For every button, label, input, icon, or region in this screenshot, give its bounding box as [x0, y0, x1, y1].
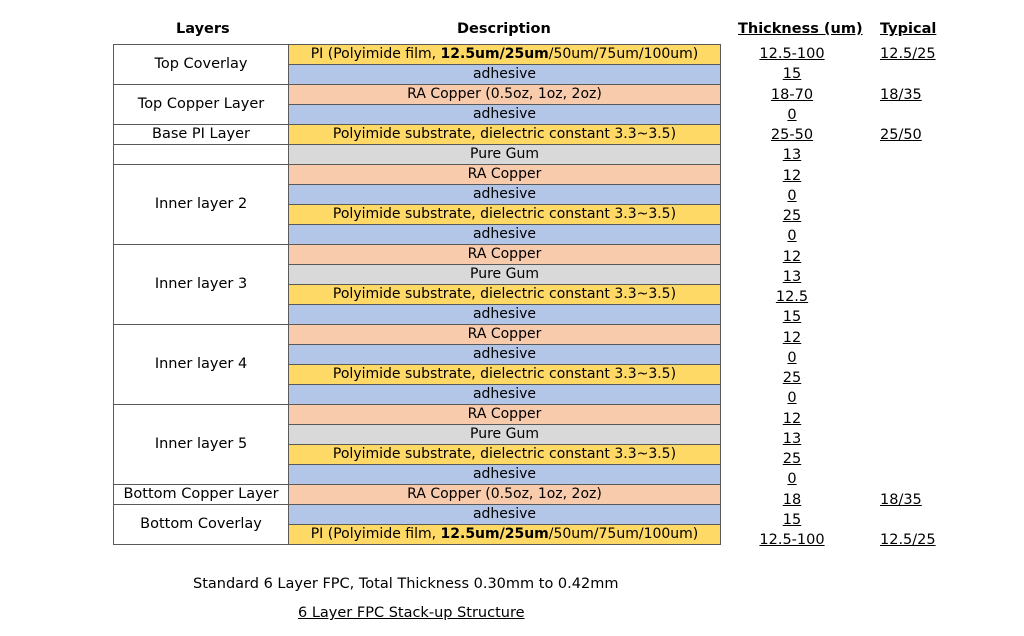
typical-value	[872, 247, 938, 267]
thickness-value: 25	[782, 208, 802, 224]
description-part: /50um/75um/100um)	[548, 526, 699, 542]
typical-value	[872, 206, 938, 226]
layer-description: Polyimide substrate, dielectric constant 3.3~3.5)	[289, 365, 721, 385]
layer-name: Inner layer 4	[114, 325, 289, 405]
typical-value	[872, 449, 938, 469]
header-thickness: Thickness (um)	[738, 21, 863, 37]
description-emphasis: 12.5um/25um	[440, 46, 549, 62]
layer-row	[114, 405, 721, 425]
layer-description: RA Copper (0.5oz, 1oz, 2oz)	[289, 485, 721, 505]
layer-row	[114, 85, 721, 105]
thickness-value: 12	[782, 248, 802, 265]
typical-value	[872, 226, 938, 246]
typical-value	[872, 64, 938, 84]
typical-value: 25/50	[880, 127, 922, 143]
layer-description: Pure Gum	[289, 265, 721, 285]
layer-row	[114, 485, 721, 505]
typical-value: 12.5/25	[880, 532, 936, 548]
thickness-value: 0	[787, 349, 797, 366]
thickness-value: 18	[782, 491, 802, 508]
header-typical: Typical	[880, 21, 937, 37]
typical-value	[872, 348, 938, 368]
layer-name: Base PI Layer	[114, 125, 289, 145]
typical-value	[872, 267, 938, 287]
thickness-value: 15	[782, 309, 802, 326]
thickness-value: 12	[782, 410, 802, 427]
description-part: PI (Polyimide film,	[310, 46, 441, 62]
layer-description: Polyimide substrate, dielectric constant 3.3~3.5)	[289, 125, 721, 145]
typical-value	[872, 307, 938, 327]
layer-description: RA Copper	[289, 325, 721, 345]
layer-name: Top Copper Layer	[114, 85, 289, 125]
layer-description	[289, 45, 721, 65]
layer-description: adhesive	[289, 465, 721, 485]
description-part: /50um/75um/100um)	[548, 46, 699, 62]
thickness-value: 13	[782, 268, 802, 285]
layer-name: Inner layer 2	[114, 165, 289, 245]
thickness-value: 25	[782, 451, 802, 467]
layer-name: Bottom Copper Layer	[114, 485, 289, 505]
layer-description: adhesive	[289, 505, 721, 525]
header-description: Description	[457, 21, 551, 37]
thickness-value: 25-50	[770, 127, 814, 143]
typical-value	[872, 166, 938, 186]
header-layers: Layers	[176, 21, 230, 37]
layer-description: Polyimide substrate, dielectric constant 3.3~3.5)	[289, 205, 721, 225]
layer-row	[114, 505, 721, 525]
stackup-table	[113, 44, 721, 545]
thickness-value: 15	[782, 66, 802, 83]
layer-description: Polyimide substrate, dielectric constant 3.3~3.5)	[289, 285, 721, 305]
layer-description: Polyimide substrate, dielectric constant 3.3~3.5)	[289, 445, 721, 465]
thickness-value: 25	[782, 370, 802, 386]
layer-description: adhesive	[289, 225, 721, 245]
layer-description: RA Copper	[289, 405, 721, 425]
layer-row	[114, 125, 721, 145]
layer-description: adhesive	[289, 65, 721, 85]
typical-value	[872, 105, 938, 125]
thickness-value: 18-70	[770, 86, 814, 103]
layer-description: adhesive	[289, 345, 721, 365]
typical-value: 18/35	[880, 86, 922, 103]
layer-description: RA Copper	[289, 165, 721, 185]
typical-value	[872, 328, 938, 348]
layer-description: RA Copper (0.5oz, 1oz, 2oz)	[289, 85, 721, 105]
layer-description: adhesive	[289, 185, 721, 205]
layer-description: adhesive	[289, 385, 721, 405]
typical-value	[872, 429, 938, 449]
typical-value	[872, 409, 938, 429]
layer-name: Inner layer 3	[114, 245, 289, 325]
thickness-value: 12	[782, 329, 802, 346]
thickness-value: 0	[787, 390, 797, 407]
typical-value: 12.5/25	[880, 46, 936, 62]
layer-row	[114, 145, 721, 165]
layer-description: adhesive	[289, 305, 721, 325]
thickness-value: 0	[787, 228, 797, 245]
thickness-value: 0	[787, 187, 797, 204]
typical-value	[872, 287, 938, 307]
typical-value	[872, 388, 938, 408]
thickness-value: 13	[782, 430, 802, 447]
layer-row	[114, 165, 721, 185]
typical-value	[872, 510, 938, 530]
layer-name: Top Coverlay	[114, 45, 289, 85]
description-part: PI (Polyimide film,	[310, 526, 441, 542]
layer-description: RA Copper	[289, 245, 721, 265]
typical-value	[872, 145, 938, 165]
caption-title: 6 Layer FPC Stack-up Structure	[298, 605, 525, 621]
thickness-value: 15	[782, 511, 802, 528]
typical-value	[872, 469, 938, 489]
layer-row	[114, 245, 721, 265]
layer-description: Pure Gum	[289, 145, 721, 165]
typical-value	[872, 368, 938, 388]
layer-name: Bottom Coverlay	[114, 505, 289, 545]
typical-value: 18/35	[880, 491, 922, 508]
typical-column	[872, 44, 938, 550]
layer-name: Inner layer 5	[114, 405, 289, 485]
thickness-value: 12.5	[775, 289, 809, 305]
thickness-value: 12	[782, 167, 802, 184]
thickness-value: 12.5-100	[759, 532, 825, 548]
layer-description: Pure Gum	[289, 425, 721, 445]
thickness-column	[750, 44, 834, 550]
description-emphasis: 12.5um/25um	[440, 526, 549, 542]
layer-description	[289, 525, 721, 545]
layer-row	[114, 325, 721, 345]
thickness-value: 0	[787, 471, 797, 488]
caption-total-thickness: Standard 6 Layer FPC, Total Thickness 0.30mm to 0.42mm	[193, 576, 619, 592]
thickness-value: 12.5-100	[759, 46, 825, 62]
layer-row	[114, 45, 721, 65]
thickness-value: 13	[782, 147, 802, 164]
typical-value	[872, 186, 938, 206]
layer-description: adhesive	[289, 105, 721, 125]
thickness-value: 0	[787, 106, 797, 123]
layer-name	[114, 145, 289, 165]
